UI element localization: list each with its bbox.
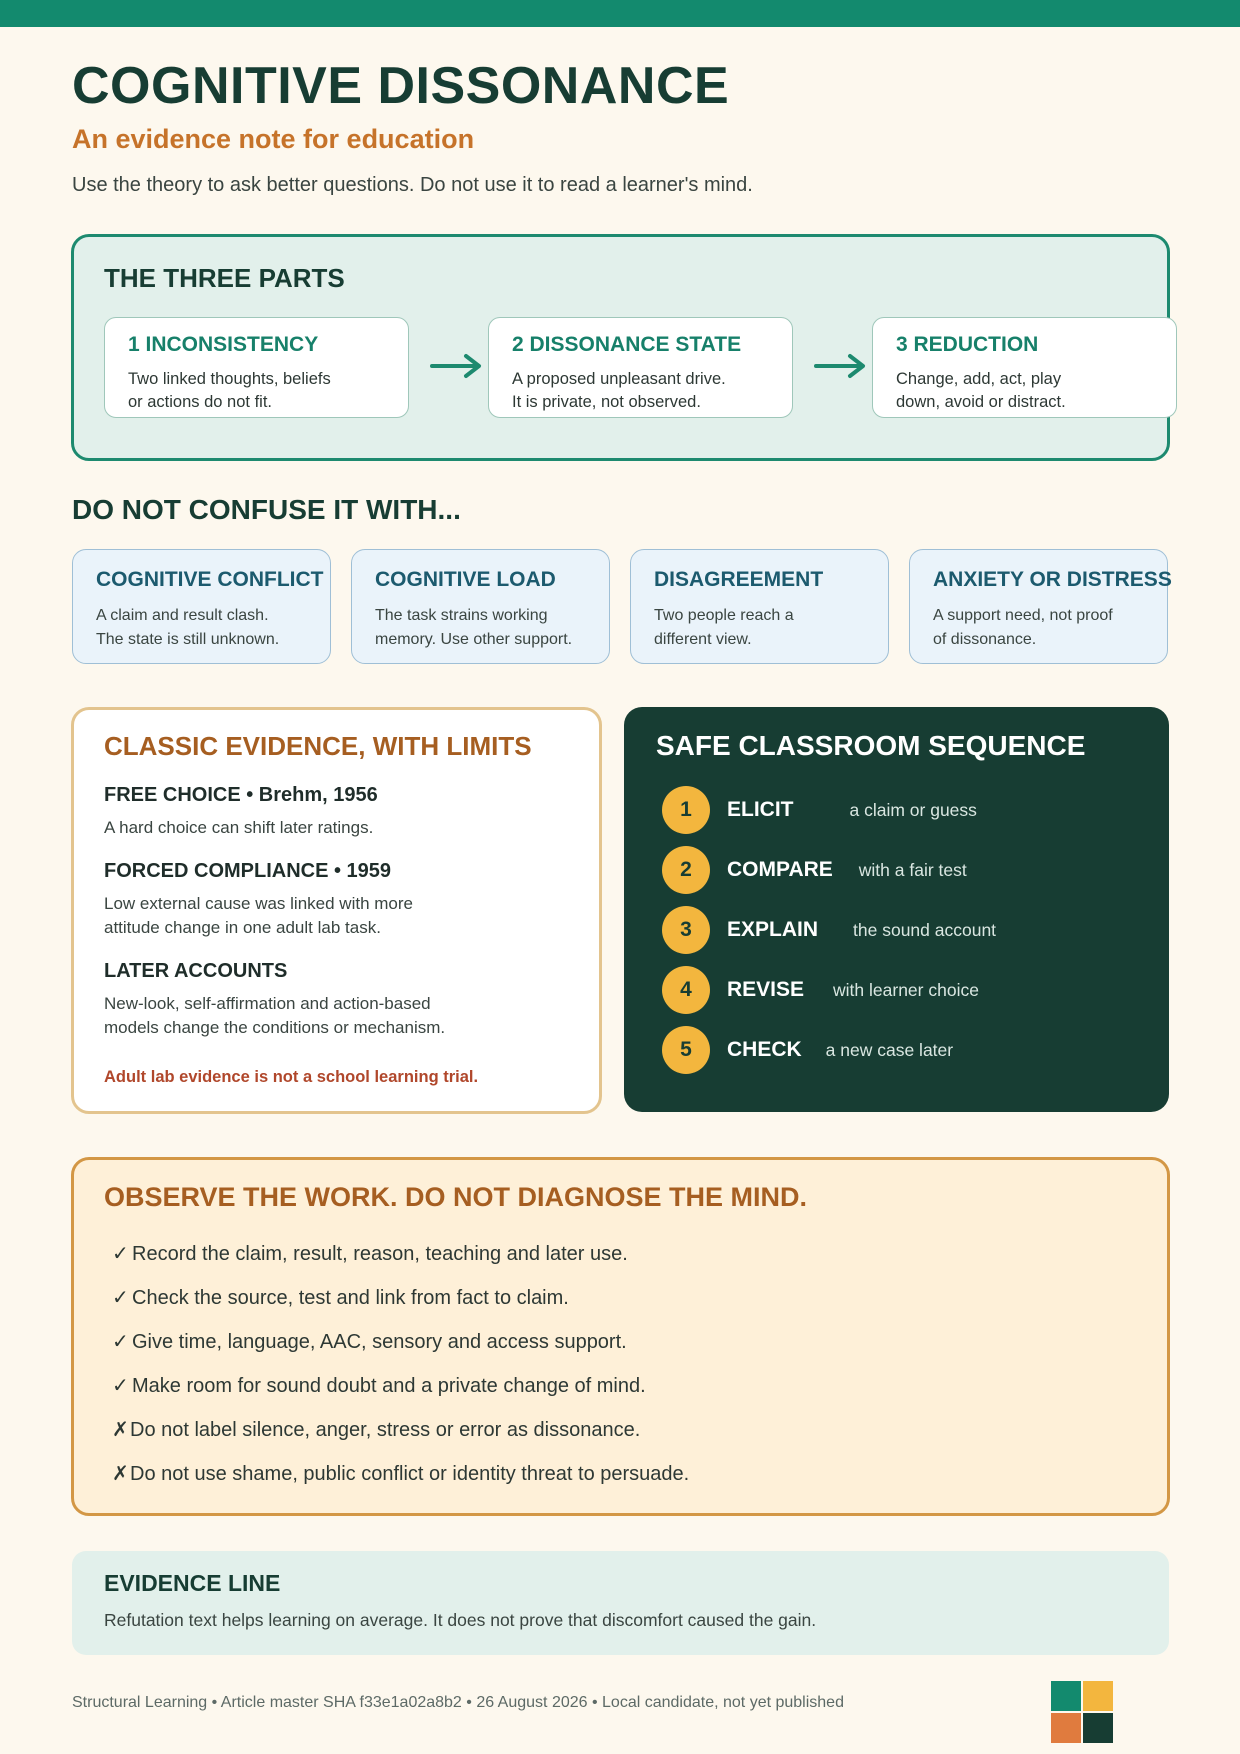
- arrow-right-icon: [813, 351, 869, 381]
- arrow-right-icon: [429, 351, 485, 381]
- confuse-card-cognitive-conflict: [72, 549, 331, 664]
- confuse-text: [375, 604, 609, 652]
- step-number-badge: 1: [662, 786, 710, 834]
- evidence-text: [104, 992, 599, 1040]
- step-description: a claim or guess: [849, 799, 977, 820]
- part-card-reduction: [872, 317, 1177, 418]
- evidence-line-panel: [72, 1551, 1169, 1655]
- evidence-item-forced-compliance: [104, 860, 599, 940]
- sequence-step-elicit: [662, 786, 977, 834]
- observe-dont-item: [104, 1452, 1167, 1496]
- part-title: 1 INCONSISTENCY: [128, 333, 319, 356]
- top-accent-bar: [0, 0, 1240, 27]
- confuse-text-line: A support need, not proof: [933, 607, 1113, 624]
- logo-square: [1051, 1681, 1081, 1711]
- observe-item-text: Give time, language, AAC, sensory and access support.: [132, 1331, 627, 1353]
- part-text-line: down, avoid or distract.: [896, 393, 1066, 411]
- step-number-badge: 2: [662, 846, 710, 894]
- confuse-title: COGNITIVE CONFLICT: [96, 568, 324, 591]
- observe-do-item: [104, 1364, 1167, 1408]
- step-description: the sound account: [853, 919, 997, 940]
- evidence-text: [104, 892, 599, 940]
- part-card-inconsistency: [104, 317, 409, 418]
- part-title: 3 REDUCTION: [896, 333, 1039, 356]
- page-title: COGNITIVE DISSONANCE: [72, 57, 730, 115]
- part-text: [896, 368, 1154, 414]
- evidence-line-text: Refutation text helps learning on average. It does not prove that discomfort caused the gain.: [104, 1610, 817, 1630]
- evidence-text-line: models change the conditions or mechanism.: [104, 1018, 446, 1037]
- evidence-title: LATER ACCOUNTS: [104, 960, 288, 982]
- evidence-item-later-accounts: [104, 960, 599, 1040]
- step-description: a new case later: [825, 1039, 954, 1060]
- evidence-line-heading: EVIDENCE LINE: [104, 1570, 281, 1596]
- logo-square: [1083, 1681, 1113, 1711]
- evidence-title: FREE CHOICE • Brehm, 1956: [104, 784, 378, 806]
- observe-item-text: Do not label silence, anger, stress or error as dissonance.: [130, 1419, 641, 1441]
- observe-do-item: [104, 1320, 1167, 1364]
- step-number-badge: 4: [662, 966, 710, 1014]
- classic-evidence-panel: [71, 707, 602, 1114]
- observe-do-item: [104, 1276, 1167, 1320]
- part-text-line: It is private, not observed.: [512, 393, 701, 411]
- sequence-step-explain: [662, 906, 996, 954]
- page-subtitle: An evidence note for education: [72, 124, 475, 154]
- step-label: REVISE: [727, 978, 805, 1001]
- evidence-title: FORCED COMPLIANCE • 1959: [104, 860, 392, 882]
- confuse-title: COGNITIVE LOAD: [375, 568, 556, 591]
- part-text: [128, 368, 386, 414]
- step-label: CHECK: [727, 1038, 802, 1061]
- evidence-text: A hard choice can shift later ratings.: [104, 818, 374, 837]
- evidence-text-line: New-look, self-affirmation and action-based: [104, 994, 431, 1013]
- step-description: with a fair test: [858, 859, 967, 880]
- confuse-title: DISAGREEMENT: [654, 568, 824, 591]
- logo-square: [1051, 1713, 1081, 1743]
- part-title: 2 DISSONANCE STATE: [512, 333, 742, 356]
- sequence-step-revise: [662, 966, 979, 1014]
- observe-heading: OBSERVE THE WORK. DO NOT DIAGNOSE THE MIND.: [104, 1182, 808, 1212]
- confuse-card-disagreement: [630, 549, 889, 664]
- three-parts-panel: [71, 234, 1170, 461]
- observe-item-text: Check the source, test and link from fact to claim.: [132, 1287, 569, 1309]
- observe-do-item: [104, 1232, 1167, 1276]
- step-number-badge: 3: [662, 906, 710, 954]
- part-text-line: A proposed unpleasant drive.: [512, 370, 726, 388]
- confuse-text-line: The task strains working: [375, 607, 548, 624]
- observe-item-text: Do not use shame, public conflict or identity threat to persuade.: [130, 1463, 690, 1485]
- confuse-text-line: different view.: [654, 631, 752, 648]
- step-description: with learner choice: [833, 979, 979, 1000]
- observe-dont-item: [104, 1408, 1167, 1452]
- check-icon: ✓: [112, 1331, 129, 1353]
- step-number-badge: 5: [662, 1026, 710, 1074]
- check-icon: ✓: [112, 1287, 129, 1309]
- confuse-text: [654, 604, 888, 652]
- check-icon: ✓: [112, 1375, 129, 1397]
- part-text-line: Two linked thoughts, beliefs: [128, 370, 331, 388]
- step-label: COMPARE: [727, 858, 833, 881]
- brand-logo-icon: [1051, 1681, 1115, 1745]
- part-text-line: or actions do not fit.: [128, 393, 272, 411]
- cross-icon: ✗: [112, 1419, 129, 1441]
- confuse-heading: DO NOT CONFUSE IT WITH...: [72, 494, 461, 525]
- confuse-title: ANXIETY OR DISTRESS: [933, 568, 1172, 591]
- confuse-text-line: memory. Use other support.: [375, 631, 573, 648]
- evidence-text-line: Low external cause was linked with more: [104, 894, 413, 913]
- confuse-card-cognitive-load: [351, 549, 610, 664]
- confuse-text-line: Two people reach a: [654, 607, 794, 624]
- evidence-text-line: attitude change in one adult lab task.: [104, 918, 381, 937]
- part-text: [512, 368, 770, 414]
- classroom-sequence-panel: [624, 707, 1169, 1112]
- part-text-line: Change, add, act, play: [896, 370, 1062, 388]
- confuse-text-line: A claim and result clash.: [96, 607, 269, 624]
- confuse-text-line: of dissonance.: [933, 631, 1037, 648]
- sequence-step-check: [662, 1026, 953, 1074]
- observe-item-text: Record the claim, result, reason, teaching and later use.: [132, 1243, 628, 1265]
- observe-panel: [71, 1157, 1170, 1516]
- step-label: ELICIT: [727, 798, 794, 821]
- confuse-text: [96, 604, 330, 652]
- check-icon: ✓: [112, 1243, 129, 1265]
- step-label: EXPLAIN: [727, 918, 819, 941]
- confuse-card-anxiety: [909, 549, 1172, 664]
- footer-text: Structural Learning • Article master SHA f33e1a02a8b2 • 26 August 2026 • Local candidate, not yet published: [72, 1694, 844, 1711]
- cross-icon: ✗: [112, 1463, 129, 1485]
- sequence-heading: SAFE CLASSROOM SEQUENCE: [656, 730, 1086, 761]
- evidence-item-free-choice: [104, 784, 599, 840]
- confuse-text-line: The state is still unknown.: [96, 631, 280, 648]
- intro-text: Use the theory to ask better questions. Do not use it to read a learner's mind.: [72, 174, 753, 196]
- observe-item-text: Make room for sound doubt and a private change of mind.: [132, 1375, 646, 1397]
- confuse-text: [933, 604, 1167, 652]
- part-card-dissonance-state: [488, 317, 793, 418]
- classic-evidence-heading: CLASSIC EVIDENCE, WITH LIMITS: [104, 731, 532, 761]
- three-parts-heading: THE THREE PARTS: [104, 263, 345, 293]
- logo-square: [1083, 1713, 1113, 1743]
- sequence-step-compare: [662, 846, 967, 894]
- evidence-warning: Adult lab evidence is not a school learning trial.: [104, 1068, 479, 1086]
